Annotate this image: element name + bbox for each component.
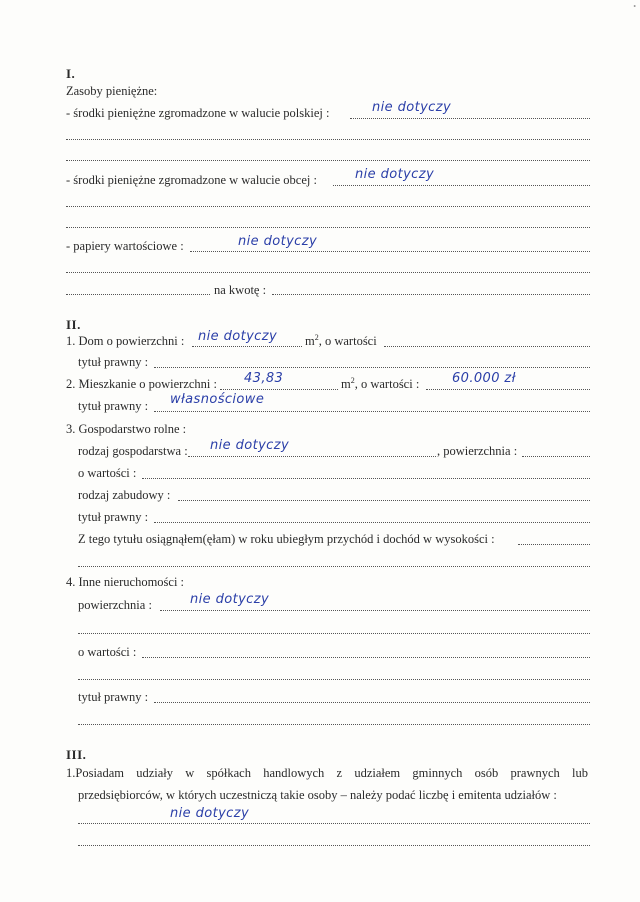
flat-area-value: 43,83 bbox=[244, 371, 284, 386]
pln-funds-label: - środki pieniężne zgromadzone w walucie polskiej : bbox=[66, 106, 330, 120]
securities-continuation[interactable] bbox=[66, 272, 590, 273]
flat-area-unit: $m^2$, o wartości : bbox=[341, 375, 420, 391]
securities-field[interactable] bbox=[190, 251, 590, 252]
farm-building-label: rodzaj zabudowy : bbox=[78, 488, 171, 502]
shares-declaration-line-1: 1.Posiadam udziały w spółkach handlowych z udziałem gminnych osób prawnych lub bbox=[66, 766, 588, 780]
section-1-numeral: I. bbox=[66, 66, 76, 81]
shares-continuation[interactable] bbox=[78, 845, 590, 846]
farm-worth-label: o wartości : bbox=[78, 466, 137, 480]
farm-income-field[interactable] bbox=[518, 544, 590, 545]
flat-title-value: własnościowe bbox=[170, 392, 265, 407]
section-1-heading: Zasoby pieniężne: bbox=[66, 84, 158, 98]
farm-area-label: , powierzchnia : bbox=[437, 444, 518, 458]
securities-value: nie dotyczy bbox=[238, 234, 318, 249]
securities-extra-field[interactable] bbox=[66, 294, 210, 295]
house-worth-field[interactable] bbox=[384, 346, 590, 347]
house-area-value: nie dotyczy bbox=[198, 329, 278, 344]
section-2-numeral: II. bbox=[66, 317, 81, 332]
other-title-continuation[interactable] bbox=[78, 724, 590, 725]
other-area-field[interactable] bbox=[160, 610, 590, 611]
farm-label: 3. Gospodarstwo rolne : bbox=[66, 422, 187, 436]
flat-title-label: tytuł prawny : bbox=[78, 399, 149, 413]
section-3-numeral: III. bbox=[66, 747, 87, 762]
pln-funds-value: nie dotyczy bbox=[372, 100, 452, 115]
shares-field[interactable] bbox=[78, 823, 590, 824]
shares-value: nie dotyczy bbox=[170, 806, 250, 821]
securities-label: - papiery wartościowe : bbox=[66, 239, 184, 253]
farm-income-continuation[interactable] bbox=[78, 566, 590, 567]
farm-income-label: Z tego tytułu osiągnąłem(ęłam) w roku ubiegłym przychód i dochód w wysokości : bbox=[78, 532, 495, 546]
shares-declaration-line-2: przedsiębiorców, w których uczestniczą takie osoby – należy podać liczbę i emitenta udziałów : bbox=[78, 788, 557, 802]
house-area-field[interactable] bbox=[192, 346, 302, 347]
farm-title-label: tytuł prawny : bbox=[78, 510, 149, 524]
other-property-label: 4. Inne nieruchomości : bbox=[66, 575, 185, 589]
farm-type-value: nie dotyczy bbox=[210, 438, 290, 453]
other-worth-label: o wartości : bbox=[78, 645, 137, 659]
foreign-funds-value: nie dotyczy bbox=[355, 167, 435, 182]
house-area-label: 1. Dom o powierzchni : bbox=[66, 334, 185, 348]
farm-title-field[interactable] bbox=[154, 522, 590, 523]
other-area-value: nie dotyczy bbox=[190, 592, 270, 607]
farm-type-field[interactable] bbox=[188, 456, 436, 457]
farm-building-field[interactable] bbox=[178, 500, 590, 501]
foreign-funds-field[interactable] bbox=[333, 185, 590, 186]
house-title-label: tytuł prawny : bbox=[78, 355, 149, 369]
flat-worth-value: 60.000 zł bbox=[452, 371, 516, 386]
corner-mark: • bbox=[633, 2, 636, 11]
house-title-field[interactable] bbox=[154, 367, 590, 368]
farm-type-label: rodzaj gospodarstwa : bbox=[78, 444, 188, 458]
other-area-label: powierzchnia : bbox=[78, 598, 152, 612]
flat-worth-field[interactable] bbox=[426, 389, 590, 390]
flat-area-label: 2. Mieszkanie o powierzchni : bbox=[66, 377, 217, 391]
foreign-funds-continuation-1[interactable] bbox=[66, 206, 590, 207]
pln-funds-field[interactable] bbox=[350, 118, 590, 119]
other-worth-field[interactable] bbox=[142, 657, 590, 658]
other-area-continuation[interactable] bbox=[78, 633, 590, 634]
pln-funds-continuation-1[interactable] bbox=[66, 139, 590, 140]
other-worth-continuation[interactable] bbox=[78, 679, 590, 680]
house-area-unit: $m^2$, o wartości bbox=[305, 332, 377, 348]
other-title-label: tytuł prawny : bbox=[78, 690, 149, 704]
other-title-field[interactable] bbox=[154, 702, 590, 703]
amount-label: na kwotę : bbox=[214, 283, 267, 297]
amount-field[interactable] bbox=[272, 294, 590, 295]
farm-worth-field[interactable] bbox=[142, 478, 590, 479]
foreign-funds-continuation-2[interactable] bbox=[66, 227, 590, 228]
farm-area-field[interactable] bbox=[522, 456, 590, 457]
pln-funds-continuation-2[interactable] bbox=[66, 160, 590, 161]
flat-area-field[interactable] bbox=[220, 389, 338, 390]
flat-title-field[interactable] bbox=[154, 411, 590, 412]
foreign-funds-label: - środki pieniężne zgromadzone w walucie obcej : bbox=[66, 173, 317, 187]
